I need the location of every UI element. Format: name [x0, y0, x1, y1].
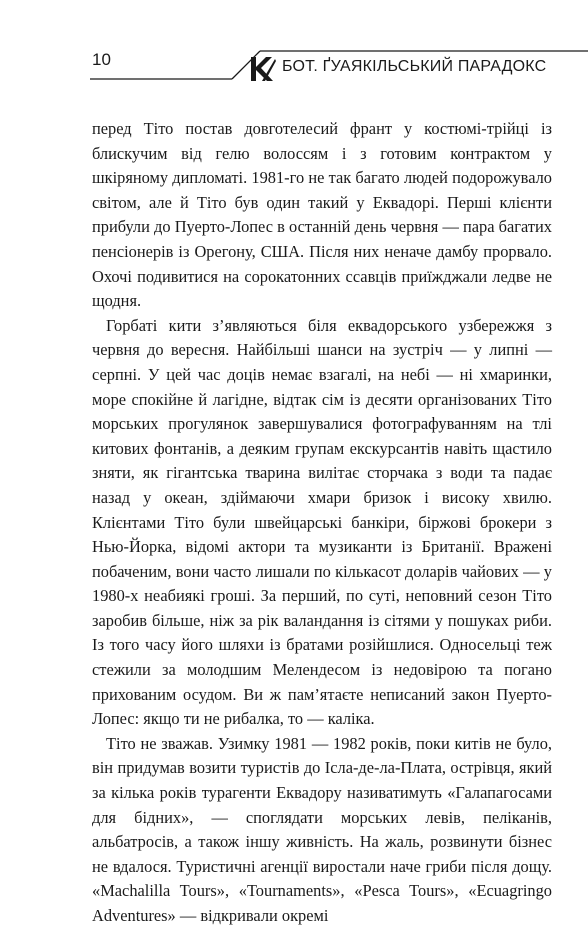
paragraph: Горбаті кити з’являються біля еквадорського узбережжя з червня до вересня. Найбільші шанси на зустріч — у липні — серпні. У цей час доців немає взагалі, на небі — ні хмаринки, море спокійне й лагідне, відтак сім із десяти організованих Тіто морських прогулянок завершувалися фотографуванням на тлі китових фонтанів, а деяким групам екскурсантів навіть щастило зняти, як гігантська тварина вилітає сторчака з води та падає назад у океан, здіймаючи хмари бризок і високу хвилю. Клієнтами Тіто були швейцарські банкіри, біржові брокери з Нью-Йорка, відомі актори та музиканти із Британії. Вражені побаченим, вони часто лишали по кількасот доларів чайових — у 1980-х неабиякі гроші. За перший, по суті, неповний сезон Тіто заробив більше, ніж за рік валандання із сітями у пошуках риби. Із того часу його шляхи із братами розійшлися. Односельці теж стежили за молодшим Мелендесом із недовірою та погано прихованим осудом. Ви ж пам’ятаєте неписаний закон Пуерто-Лопес: якщо ти не рибалка, то — каліка.	[92, 315, 552, 729]
publisher-logo-icon	[248, 54, 278, 84]
paragraph: перед Тіто постав довготелесий франт у костюмі-трійці із блискучим від гелю волоссям і з готовим контрактом у шкіряному дипломаті. 1981-го не так багато людей подорожувало світом, але й Тіто був один такий у Еквадорі. Перші клієнти прибули до Пуерто-Лопес в останній день червня — пара багатих пенсіонерів із Орегону, США. Після них неначе дамбу прорвало. Охочі подивитися на сорокатонних ссавців приїжджали ледве не щодня.	[92, 119, 552, 311]
header-rule	[0, 0, 588, 100]
body-text	[92, 117, 552, 929]
running-title: БОТ. ҐУАЯКІЛЬСЬКИЙ ПАРАДОКС	[282, 58, 547, 75]
page-header	[0, 0, 588, 100]
paragraph: Тіто не зважав. Узимку 1981 — 1982 років, поки китів не було, він придумав возити туристів до Ісла-де-ла-Плата, острівця, який за кілька років турагенти Еквадору називатимуть «Галапагосами для бідних», — споглядати морських левів, пеліканів, альбатросів, а також іншу живність. На жаль, розвинути бізнес не вдалося. Туристичні агенції виростали наче гриби після дощу. «Machalilla Tours», «Tournaments», «Pesca Tours», «Ecuagringo Adventures» — відкривали окремі	[92, 733, 552, 925]
page-number: 10	[92, 50, 111, 69]
